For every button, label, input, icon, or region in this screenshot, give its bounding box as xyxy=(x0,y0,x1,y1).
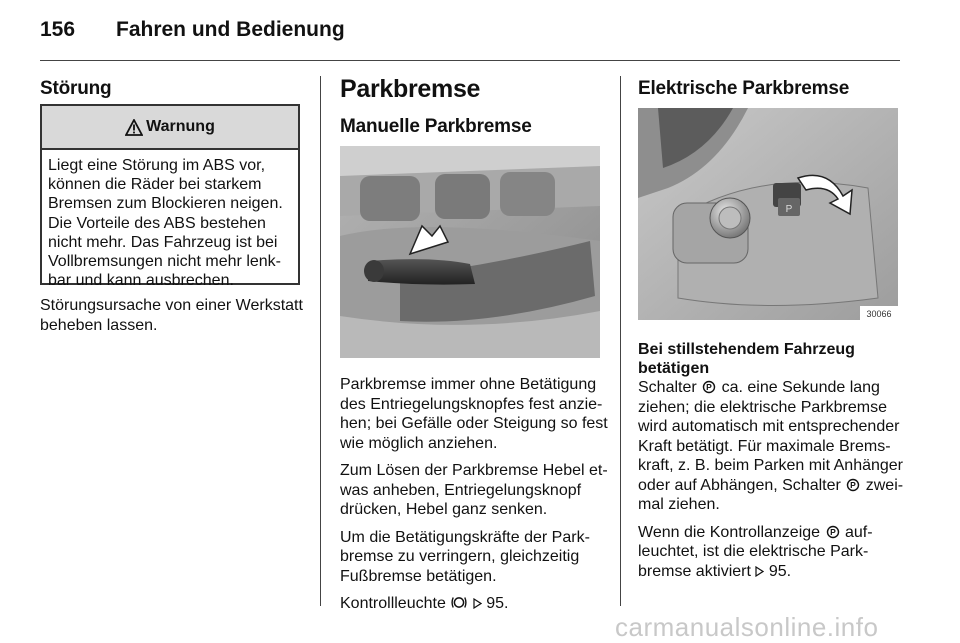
text-line: drücken, Hebel ganz senken. xyxy=(340,501,548,518)
fault-cause-text xyxy=(40,296,303,335)
text-line: leuchtet, ist die elektrische Park- xyxy=(638,543,869,560)
text-line: Bei stillstehendem Fahrzeug xyxy=(638,341,855,358)
warning-text xyxy=(42,150,298,290)
watermark: carmanualsonline.info xyxy=(615,612,879,642)
electric-parking-brake-photo xyxy=(638,108,898,320)
text-line xyxy=(638,562,908,582)
text-line xyxy=(638,378,908,398)
svg-text:P: P xyxy=(785,204,793,215)
warning-triangle-icon xyxy=(125,119,143,136)
warning-box xyxy=(40,104,300,290)
page-reference[interactable]: 95. xyxy=(486,595,509,612)
paragraph xyxy=(340,528,610,587)
warning-line: Bremsen zum Blockieren neigen. xyxy=(48,195,283,213)
column-divider-right xyxy=(620,76,621,606)
paragraph xyxy=(638,523,908,582)
text-line: bremse zu verringern, gleichzeitig xyxy=(340,548,580,565)
text-line: Parkbremse immer ohne Betätigung xyxy=(340,376,597,393)
brake-warning-lamp-icon xyxy=(450,595,468,610)
paragraph xyxy=(340,461,610,520)
manual-brake-text xyxy=(340,375,610,622)
text-fragment: oder auf Abhängen, Schalter xyxy=(638,476,841,494)
manual-parking-brake-photo xyxy=(340,146,600,358)
section-title-electric-parking-brake: Elektrische Parkbremse xyxy=(638,78,850,99)
svg-text:P: P xyxy=(829,526,836,537)
warning-line: Liegt eine Störung im ABS vor, xyxy=(48,157,266,174)
warning-line: nicht mehr. Das Fahrzeug ist bei xyxy=(48,233,278,251)
parking-p-icon xyxy=(845,478,861,492)
text-line: beheben lassen. xyxy=(40,316,158,334)
text-line: Fußbremse betätigen. xyxy=(340,567,497,585)
svg-text:P: P xyxy=(850,479,857,490)
image-code: 30066 xyxy=(866,309,892,319)
parking-p-icon xyxy=(825,525,841,539)
text-line: wird automatisch mit entsprechender xyxy=(638,418,900,435)
text-line: Um die Betätigungskräfte der Park- xyxy=(340,528,590,546)
paragraph xyxy=(340,375,610,453)
warning-line: bar und kann ausbrechen. xyxy=(48,272,234,290)
header-rule xyxy=(40,60,900,61)
paragraph xyxy=(638,378,908,515)
text-line: Zum Lösen der Parkbremse Hebel et- xyxy=(340,462,608,479)
parking-p-icon xyxy=(701,380,717,394)
warning-line: können die Räder bei starkem xyxy=(48,176,262,194)
text-fragment: ca. eine Sekunde lang xyxy=(721,379,880,396)
text-fragment: bremse aktiviert xyxy=(638,562,751,580)
text-line xyxy=(638,476,908,496)
page-reference-triangle-icon xyxy=(473,598,482,609)
text-fragment: zwei- xyxy=(865,476,904,494)
text-line: betätigen xyxy=(638,360,710,377)
section-title-parkbremse: Parkbremse xyxy=(340,75,481,103)
text-line: mal ziehen. xyxy=(638,496,720,513)
text-fragment: Schalter xyxy=(638,379,697,396)
text-line: hen; bei Gefälle oder Steigung so fest xyxy=(340,415,608,432)
page-reference-triangle-icon xyxy=(755,566,764,577)
warning-line: Vollbremsungen nicht mehr lenk- xyxy=(48,253,282,271)
text-line: Kraft betätigt. Für maximale Brems- xyxy=(638,437,891,455)
text-line: ziehen; die elektrische Parkbremse xyxy=(638,398,888,416)
warning-line: Die Vorteile des ABS bestehen xyxy=(48,214,266,232)
text-line: kraft, z. B. beim Parken mit Anhänger xyxy=(638,457,904,474)
column-divider-left xyxy=(320,76,321,606)
subheading-stationary-vehicle xyxy=(638,340,908,378)
warning-header xyxy=(42,106,298,150)
section-title-stoerung: Störung xyxy=(40,78,112,99)
text-line xyxy=(638,523,908,543)
chapter-title: Fahren und Bedienung xyxy=(116,18,345,41)
svg-text:P: P xyxy=(706,382,712,393)
text-line: wie möglich anziehen. xyxy=(340,434,498,452)
warning-label: Warnung xyxy=(146,118,215,135)
text-line: was anheben, Entriegelungsknopf xyxy=(340,481,582,499)
text-fragment: auf- xyxy=(844,523,873,541)
text-fragment: Wenn die Kontrollanzeige xyxy=(638,523,821,541)
subtitle-manual-parking-brake: Manuelle Parkbremse xyxy=(340,116,532,137)
page-number: 156 xyxy=(40,18,76,41)
text-line: des Entriegelungsknopfes fest anzie- xyxy=(340,395,603,413)
text-line: Störungsursache von einer Werkstatt xyxy=(40,297,303,314)
electric-brake-text xyxy=(638,340,908,589)
text-line: Kontrollleuchte xyxy=(340,595,446,612)
page-reference[interactable]: 95. xyxy=(768,562,792,580)
paragraph xyxy=(340,594,610,614)
